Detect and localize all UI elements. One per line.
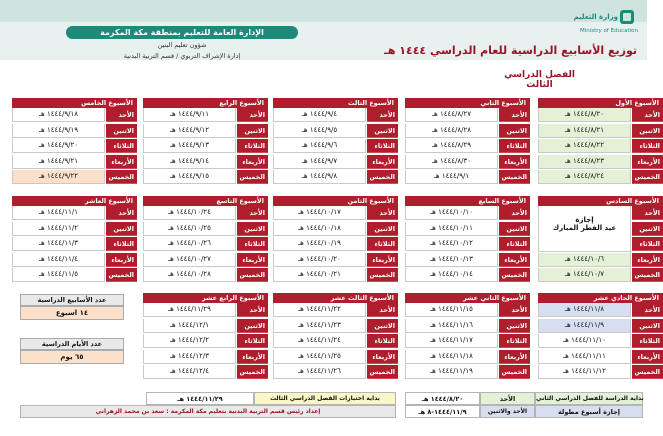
day-row [538,268,663,282]
day-row [143,268,268,282]
day-row [405,268,530,282]
date-cell: ١٤٤٤/١١/٢ هـ [12,222,105,236]
day-name: الأربعاء [632,253,663,267]
date-cell: ١٤٤٤/١٠/١٠ هـ [405,206,498,220]
day-name: الاثنين [632,124,663,138]
day-row [12,155,137,169]
date-cell: ١٤٤٤/١١/٤ هـ [12,253,105,267]
day-row [273,350,398,364]
day-name: الثلاثاء [632,139,663,153]
day-row [538,139,663,153]
day-name: الاثنين [237,319,268,333]
day-name: الثلاثاء [632,334,663,348]
ministry-logo [558,6,638,34]
day-name: الخميس [237,268,268,282]
section-line: إدارة الإشراف التربوي / قسم التربية البدنية [123,52,241,60]
day-row [538,303,663,317]
week-title: الأسبوع السادس [538,196,663,206]
day-name: الأربعاء [499,350,530,364]
term-start-label: بداية الدراسة للفصل الدراسي الثاني [535,392,643,405]
day-name: الخميس [106,268,137,282]
logo-text: وزارة التعليم [573,13,618,21]
day-row [405,139,530,153]
day-row [538,237,663,251]
day-name: الخميس [367,170,398,184]
week-title: الأسبوع الثاني [405,98,530,108]
day-name: الأربعاء [367,350,398,364]
day-name: الأربعاء [367,253,398,267]
day-name: الأربعاء [106,253,137,267]
date-cell: ١٤٤٤/١١/٨ هـ [538,303,631,317]
day-name: الأحد [632,108,663,122]
date-cell: ١٤٤٤/٩/٤ هـ [273,108,366,122]
date-cell: ١٤٤٤/٩/١٥ هـ [143,170,236,184]
date-cell: ١٤٤٤/١١/٢٩ هـ [143,303,236,317]
date-cell: ١٤٤٤/٨/٢٤ هـ [538,170,631,184]
day-row [538,124,663,138]
week-title: الأسبوع الرابع [143,98,268,108]
day-row [273,365,398,379]
day-name: الخميس [237,170,268,184]
date-cell: ١٤٤٤/٩/١٤ هـ [143,155,236,169]
day-name: الثلاثاء [106,139,137,153]
day-row [405,319,530,333]
day-name: الأحد [499,303,530,317]
day-name: الأربعاء [106,155,137,169]
day-name: الاثنين [499,222,530,236]
day-name: الثلاثاء [632,237,663,251]
day-row [405,253,530,267]
header-stripe [0,0,647,22]
date-cell: ١٤٤٤/٩/٢٢ هـ [12,170,105,184]
date-cell: ١٤٤٤/١٠/٢٤ هـ [143,206,236,220]
day-row [273,237,398,251]
day-name: الثلاثاء [367,237,398,251]
day-name: الاثنين [106,222,137,236]
date-cell: ١٤٤٤/١١/١٥ هـ [405,303,498,317]
date-cell: ١٤٤٤/٨/٢٧ هـ [405,108,498,122]
week-title: الأسبوع الخامس [12,98,137,108]
day-name: الاثنين [499,319,530,333]
day-name: الخميس [237,365,268,379]
day-name: الأحد [106,108,137,122]
term-start-date: ١٤٤٤/٨/٢٠ هـ [405,392,480,405]
day-name: الاثنين [367,222,398,236]
date-cell: ١٤٤٤/١٢/٤ هـ [143,365,236,379]
day-row [273,139,398,153]
days-count-label: عدد الأيام الدراسية [20,338,124,350]
week-block [273,293,398,382]
date-cell: ١٤٤٤/١٠/١٧ هـ [273,206,366,220]
day-row [405,222,530,236]
day-name: الخميس [499,268,530,282]
page-title: توزيع الأسابيع الدراسية للعام الدراسي ١٤٤٤ هـ [384,44,637,57]
weeks-count-value: ١٤ اسبوع [20,306,124,320]
date-cell: ١٤٤٤/٩/١٩ هـ [12,124,105,138]
date-cell: ١٤٤٤/٨/٢٢ هـ [538,139,631,153]
long-break-days: الأحد والاثنين [480,405,535,418]
day-row [143,253,268,267]
day-name: الأربعاء [632,350,663,364]
day-name: الخميس [632,365,663,379]
weeks-count-label: عدد الأسابيع الدراسية [20,294,124,306]
day-name: الثلاثاء [499,139,530,153]
days-count-value: ٦٥ يوم [20,350,124,364]
day-name: الأربعاء [237,350,268,364]
day-row [405,206,530,220]
day-name: الاثنين [632,222,663,236]
day-name: الأربعاء [237,253,268,267]
date-cell: ١٤٤٤/١١/١٠ هـ [538,334,631,348]
week-block [143,196,268,285]
week-block [273,196,398,285]
day-name: الاثنين [367,319,398,333]
day-row [143,124,268,138]
week-block [12,196,137,285]
day-row [273,319,398,333]
week-title: الأسبوع الرابع عشر [143,293,268,303]
date-cell: ١٤٤٤/١٠/١٣ هـ [405,253,498,267]
date-cell: ١٤٤٤/١١/٢٣ هـ [273,319,366,333]
date-cell: ١٤٤٤/١١/١٩ هـ [405,365,498,379]
day-row [538,222,663,236]
date-cell: ١٤٤٤/٩/٧ هـ [273,155,366,169]
date-cell: ١٤٤٤/٨/٢٩ هـ [405,139,498,153]
week-block [143,98,268,187]
date-cell: ١٤٤٤/٩/١٢ هـ [143,124,236,138]
day-row [405,237,530,251]
day-row [405,334,530,348]
day-row [273,253,398,267]
day-row [12,124,137,138]
date-cell: ١٤٤٤/١٠/١٤ هـ [405,268,498,282]
day-row [538,319,663,333]
date-cell: ١٤٤٤/١٠/٢٨ هـ [143,268,236,282]
day-name: الأربعاء [367,155,398,169]
date-cell: ١٤٤٤/٩/٥ هـ [273,124,366,138]
day-name: الأحد [367,108,398,122]
day-row [143,350,268,364]
day-row [405,108,530,122]
day-row [143,319,268,333]
day-row [273,222,398,236]
week-block [273,98,398,187]
date-cell: ١٤٤٤/١٠/٧ هـ [538,268,631,282]
day-row [538,155,663,169]
date-cell: ١٤٤٤/١٠/١٨ هـ [273,222,366,236]
date-cell: ١٤٤٤/١١/٢٤ هـ [273,334,366,348]
day-name: الأحد [237,303,268,317]
date-cell: ١٤٤٤/١٢/٣ هـ [143,350,236,364]
day-row [143,334,268,348]
holiday-text: إجازة [575,216,594,224]
date-cell: ١٤٤٤/٩/٢٠ هـ [12,139,105,153]
day-name: الخميس [632,170,663,184]
exams-start-label: بداية اختبارات الفصل الدراسي الثالث [254,392,396,405]
holiday-text: عيد الفطر المبارك [552,224,617,232]
day-name: الثلاثاء [237,334,268,348]
week-block [143,293,268,382]
day-row [12,268,137,282]
department-line: شؤون تعليم البنين [157,41,207,49]
week-block [405,293,530,382]
date-cell: ١٤٤٤/٩/١١ هـ [143,108,236,122]
long-break-label: إجازة أسبوع مطولة [535,405,643,418]
day-row [538,253,663,267]
day-name: الأربعاء [499,155,530,169]
week-title: الأسبوع الثالث عشر [273,293,398,303]
week-title: الأسبوع الأول [538,98,663,108]
date-cell: ١٤٤٤/١١/١٧ هـ [405,334,498,348]
date-cell: ١٤٤٤/١٠/٢٧ هـ [143,253,236,267]
date-cell: ١٤٤٤/٩/١٣ هـ [143,139,236,153]
day-row [12,206,137,220]
week-title: الأسبوع الثالث [273,98,398,108]
day-name: الثلاثاء [367,334,398,348]
day-row [273,155,398,169]
day-name: الخميس [367,268,398,282]
date-cell: ١٤٤٤/٩/١٨ هـ [12,108,105,122]
day-row [273,170,398,184]
day-name: الأحد [499,206,530,220]
day-name: الأربعاء [499,253,530,267]
date-cell: ١٤٤٤/١١/٢٦ هـ [273,365,366,379]
day-row [143,170,268,184]
date-cell: ١٤٤٤/١٠/١٩ هـ [273,237,366,251]
day-name: الخميس [499,170,530,184]
week-title: الأسبوع الثامن [273,196,398,206]
term-start-day: الأحد [480,392,535,405]
date-cell: ١٤٤٤/٩/٦ هـ [273,139,366,153]
date-cell: ١٤٤٤/٩/٨ هـ [273,170,366,184]
date-cell: ١٤٤٤/١٠/١١ هـ [405,222,498,236]
date-cell: ١٤٤٤/٨/٢٨ هـ [405,124,498,138]
day-row [143,139,268,153]
week-block [538,293,663,382]
date-cell: ١٤٤٤/١١/٩ هـ [538,319,631,333]
date-cell: ١٤٤٤/١٠/١٢ هـ [405,237,498,251]
week-block [405,196,530,285]
day-name: الخميس [632,268,663,282]
day-row [143,303,268,317]
day-name: الثلاثاء [499,334,530,348]
exams-start-date: ١٤٤٤/١١/٢٩ هـ [146,392,254,405]
day-row [273,108,398,122]
long-break-dates: ١٤٤٤/١١/٩-٨ هـ [405,405,480,418]
date-cell: ١٤٤٤/٩/٢١ هـ [12,155,105,169]
day-name: الخميس [499,365,530,379]
week-title: الأسبوع السابع [405,196,530,206]
day-name: الخميس [106,170,137,184]
date-cell: ١٤٤٤/١٢/١ هـ [143,319,236,333]
day-name: الأحد [632,303,663,317]
date-cell: ١٤٤٤/١١/١٢ هـ [538,365,631,379]
date-cell: ١٤٤٤/١٠/٢٠ هـ [273,253,366,267]
day-row [143,237,268,251]
day-row [405,155,530,169]
day-row [143,155,268,169]
day-name: الأحد [367,303,398,317]
day-name: الثلاثاء [499,237,530,251]
day-row [273,124,398,138]
day-row [538,365,663,379]
day-name: الاثنين [237,124,268,138]
date-cell: ١٤٤٤/١٠/٦ هـ [538,253,631,267]
week-title: الأسبوع الحادي عشر [538,293,663,303]
day-row [12,108,137,122]
day-row [273,334,398,348]
day-name: الأحد [106,206,137,220]
week-title: الأسبوع الثاني عشر [405,293,530,303]
day-name: الأحد [237,206,268,220]
day-name: الأربعاء [237,155,268,169]
date-cell: ١٤٤٤/١٢/٢ هـ [143,334,236,348]
day-row [143,108,268,122]
date-cell: ١٤٤٤/١١/٥ هـ [12,268,105,282]
date-cell: ١٤٤٤/١٠/٢٥ هـ [143,222,236,236]
day-row [538,334,663,348]
week-block [538,196,663,285]
date-cell: ١٤٤٤/١١/١ هـ [12,206,105,220]
date-cell: ١٤٤٤/١١/١٦ هـ [405,319,498,333]
day-row [273,303,398,317]
day-row [538,350,663,364]
date-cell: ١٤٤٤/٨/٢٠ هـ [538,108,631,122]
day-row [405,303,530,317]
day-row [405,365,530,379]
date-cell: ١٤٤٤/١١/٢٢ هـ [273,303,366,317]
day-row [143,222,268,236]
logo-subtext: Ministry of Education [579,28,638,34]
date-cell: ١٤٤٤/٨/٢١ هـ [538,124,631,138]
prepared-by: إعداد رئيس قسم التربية البدنية بتعليم مكة المكرمة : سعد بن محمد الزهراني [20,405,396,418]
directorate-banner: الإدارة العامة للتعليم بمنطقة مكة المكرمة [66,26,298,39]
day-row [538,108,663,122]
date-cell: ١٤٤٤/٩/١ هـ [405,170,498,184]
day-name: الاثنين [632,319,663,333]
date-cell: ١٤٤٤/١٠/٢٦ هـ [143,237,236,251]
date-cell: ١٤٤٤/١١/١١ هـ [538,350,631,364]
week-title: الأسبوع العاشر [12,196,137,206]
week-block [405,98,530,187]
day-name: الأربعاء [632,155,663,169]
day-name: الثلاثاء [106,237,137,251]
date-cell: ١٤٤٤/٨/٣٠ هـ [405,155,498,169]
date-cell: ١٤٤٤/١١/٣ هـ [12,237,105,251]
day-row [12,170,137,184]
day-row [273,206,398,220]
week-title: الأسبوع التاسع [143,196,268,206]
day-name: الثلاثاء [367,139,398,153]
day-row [538,170,663,184]
day-name: الاثنين [367,124,398,138]
day-row [12,253,137,267]
day-name: الثلاثاء [237,237,268,251]
day-name: الخميس [367,365,398,379]
day-row [143,206,268,220]
day-name: الاثنين [106,124,137,138]
day-row [405,170,530,184]
date-cell: ١٤٤٤/١٠/٢١ هـ [273,268,366,282]
day-row [12,237,137,251]
day-row [405,124,530,138]
day-row [143,365,268,379]
day-row [12,139,137,153]
date-cell: ١٤٤٤/٨/٢٣ هـ [538,155,631,169]
term-title: الفصل الدراسي الثالث [504,70,575,90]
day-row [12,222,137,236]
day-name: الأحد [632,206,663,220]
day-row [405,350,530,364]
date-cell: ١٤٤٤/١١/١٨ هـ [405,350,498,364]
day-name: الأحد [237,108,268,122]
day-name: الاثنين [237,222,268,236]
week-block [538,98,663,187]
day-row [273,268,398,282]
day-name: الثلاثاء [237,139,268,153]
date-cell: ١٤٤٤/١١/٢٥ هـ [273,350,366,364]
day-name: الأحد [499,108,530,122]
week-block [12,98,137,187]
day-name: الأحد [367,206,398,220]
day-name: الاثنين [499,124,530,138]
